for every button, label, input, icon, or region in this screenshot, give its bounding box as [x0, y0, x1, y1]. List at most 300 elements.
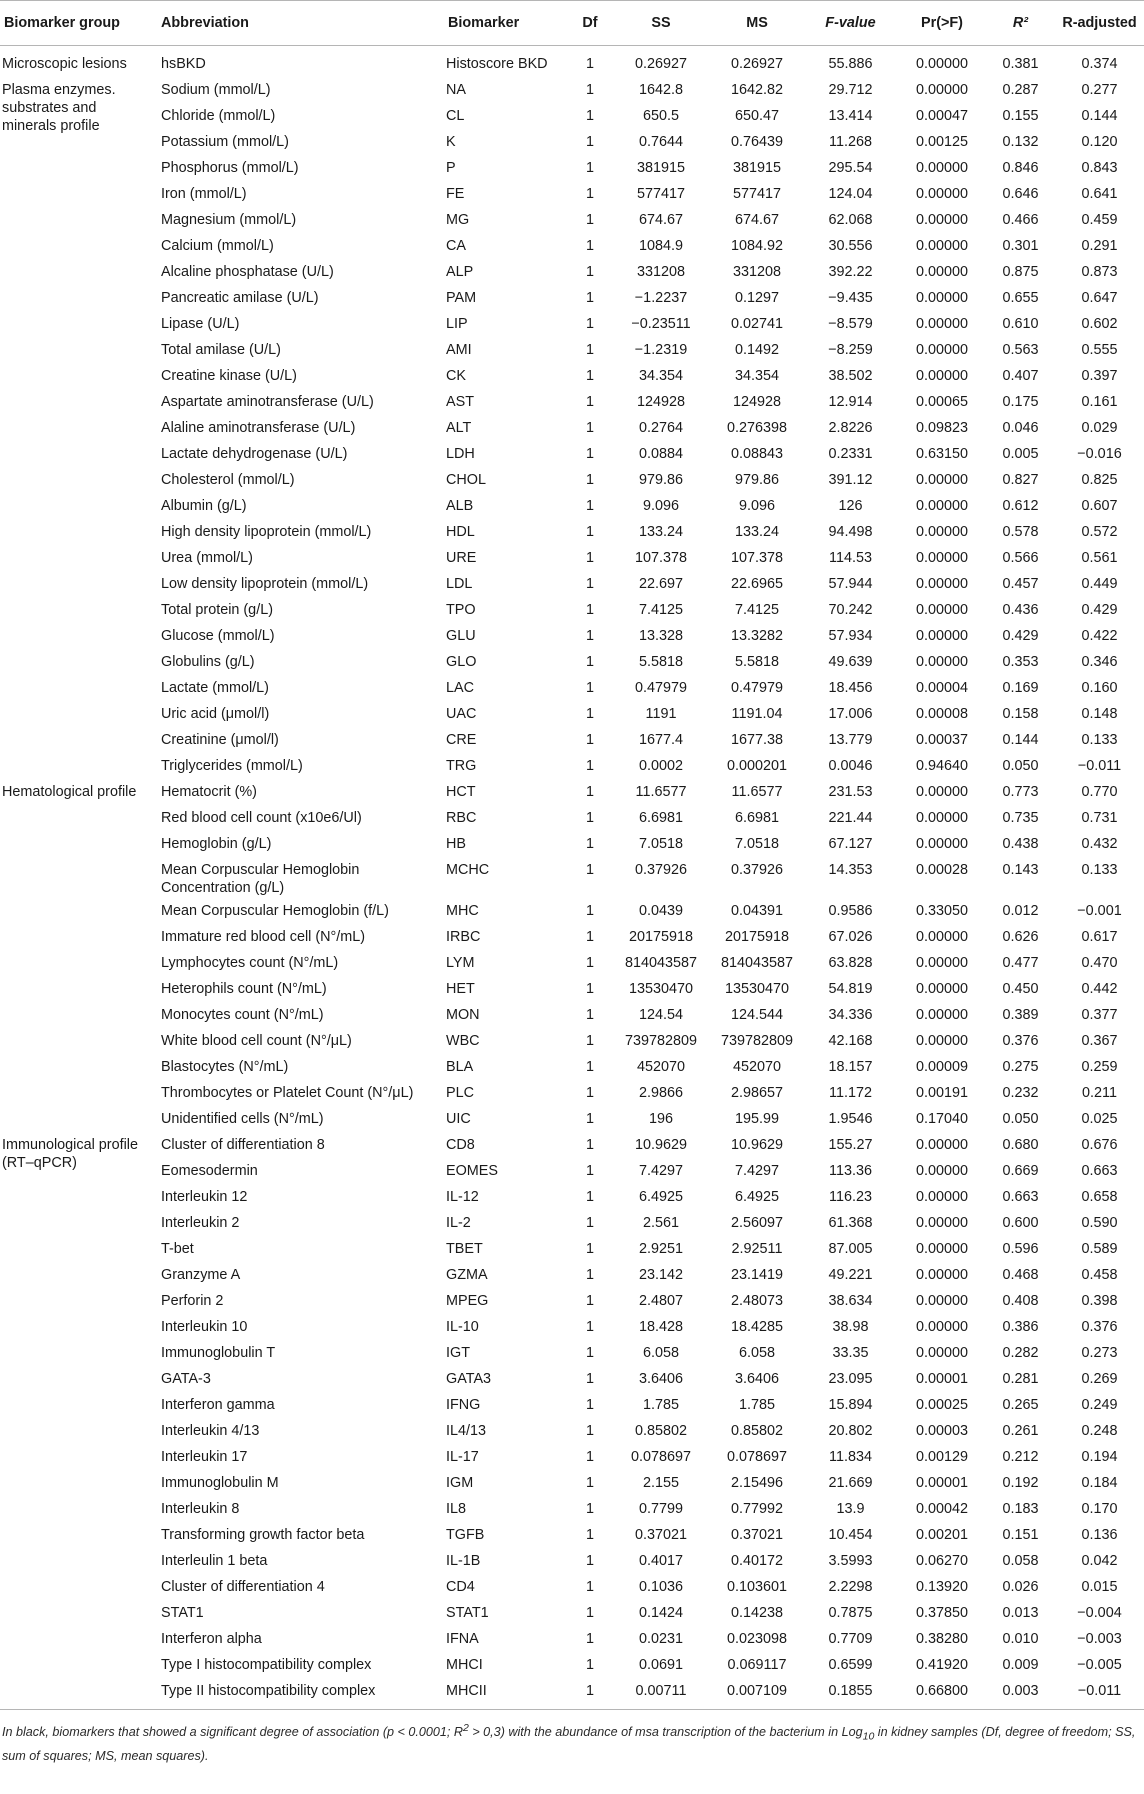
- cell-ss: 196: [648, 1111, 673, 1127]
- cell-bio: P: [446, 160, 456, 176]
- table-row: [0, 780, 1144, 806]
- table-row: [0, 1211, 1144, 1237]
- table-row: [0, 598, 1144, 624]
- cell-r2: 0.827: [1002, 472, 1039, 488]
- cell-f: −8.579: [828, 316, 873, 332]
- cell-r2: 0.610: [1002, 316, 1039, 332]
- cell-radj: 0.211: [1082, 1085, 1117, 1101]
- cell-r2: 0.875: [1002, 264, 1039, 280]
- cell-abbr: Phosphorus (mmol/L): [161, 160, 299, 176]
- cell-radj: 0.602: [1081, 316, 1118, 332]
- cell-pr: 0.00000: [915, 342, 969, 358]
- cell-radj: 0.572: [1081, 524, 1118, 540]
- cell-df: 1: [585, 498, 594, 514]
- cell-radj: −0.016: [1077, 446, 1122, 462]
- cell-bio: PLC: [446, 1085, 474, 1101]
- cell-df: 1: [585, 706, 594, 722]
- cell-ms: 10.9629: [730, 1137, 784, 1153]
- cell-ms: 0.76439: [730, 134, 784, 150]
- cell-df: 1: [585, 1553, 594, 1569]
- cell-bio: TPO: [446, 602, 476, 618]
- header-ms: MS: [711, 1, 803, 46]
- cell-pr: 0.13920: [915, 1579, 969, 1595]
- cell-bio: CRE: [446, 732, 477, 748]
- cell-df: 1: [585, 82, 594, 98]
- cell-ms: 13530470: [724, 981, 790, 997]
- cell-r2: 0.578: [1002, 524, 1039, 540]
- cell-bio: HB: [446, 836, 466, 852]
- cell-pr: 0.00000: [915, 472, 969, 488]
- cell-df: 1: [585, 1215, 594, 1231]
- cell-f: 49.221: [828, 1267, 873, 1283]
- cell-ms: 674.67: [734, 212, 779, 228]
- cell-pr: 0.00000: [915, 1215, 969, 1231]
- table-row: [0, 78, 1144, 104]
- cell-df: 1: [585, 576, 594, 592]
- cell-bio: AST: [446, 394, 474, 410]
- cell-abbr: Interleukin 17: [161, 1449, 248, 1465]
- cell-ms: 2.15496: [730, 1475, 784, 1491]
- cell-f: 0.6599: [828, 1657, 873, 1673]
- cell-df: 1: [585, 1163, 594, 1179]
- cell-pr: 0.00000: [915, 929, 969, 945]
- table-row: [0, 312, 1144, 338]
- cell-bio: IRBC: [446, 929, 481, 945]
- cell-f: 11.172: [829, 1085, 872, 1101]
- table-row: [0, 1549, 1144, 1575]
- cell-r2: 0.301: [1002, 238, 1039, 254]
- cell-r2: 0.438: [1002, 836, 1039, 852]
- table-row: [0, 234, 1144, 260]
- cell-ms: 2.48073: [730, 1293, 784, 1309]
- cell-radj: 0.470: [1081, 955, 1118, 971]
- table-row: [0, 572, 1144, 598]
- cell-abbr: Unidentified cells (N°/mL): [161, 1111, 324, 1127]
- cell-f: 295.54: [828, 160, 873, 176]
- cell-radj: 0.170: [1081, 1501, 1118, 1517]
- cell-r2: 0.468: [1002, 1267, 1039, 1283]
- cell-bio: BLA: [446, 1059, 474, 1075]
- cell-pr: 0.00065: [915, 394, 969, 410]
- cell-ss: 452070: [636, 1059, 686, 1075]
- table-header-row: [0, 1, 1144, 46]
- cell-pr: 0.09823: [915, 420, 969, 436]
- cell-r2: 0.003: [986, 1679, 1055, 1710]
- cell-abbr: Chloride (mmol/L): [161, 108, 276, 124]
- cell-r2: 0.477: [1002, 955, 1039, 971]
- cell-abbr: Low density lipoprotein (mmol/L): [161, 576, 369, 592]
- cell-abbr: Type II histocompatibility complex: [151, 1679, 444, 1710]
- cell-pr: 0.00000: [915, 628, 969, 644]
- cell-ms: 22.6965: [730, 576, 784, 592]
- cell-ss: 0.37021: [634, 1527, 688, 1543]
- cell-pr: 0.00000: [915, 1267, 969, 1283]
- cell-bio: ALP: [446, 264, 474, 280]
- cell-radj: 0.194: [1081, 1449, 1118, 1465]
- cell-bio: MHC: [446, 903, 479, 919]
- cell-df: 1: [585, 628, 594, 644]
- cell-bio: GLO: [446, 654, 477, 670]
- cell-radj: −0.003: [1077, 1631, 1122, 1647]
- cell-bio: CHOL: [446, 472, 486, 488]
- cell-abbr: Aspartate aminotransferase (U/L): [161, 394, 374, 410]
- table-row: [0, 1107, 1144, 1133]
- cell-bio: IL4/13: [446, 1423, 487, 1439]
- table-row: [0, 754, 1144, 780]
- cell-radj: 0.374: [1081, 56, 1118, 72]
- cell-df: 1: [585, 420, 594, 436]
- cell-ms: 0.37926: [730, 862, 784, 878]
- cell-radj: 0.663: [1081, 1163, 1118, 1179]
- cell-r2: 0.275: [1002, 1059, 1039, 1075]
- cell-ss: 9.096: [642, 498, 679, 514]
- cell-pr: 0.00000: [915, 1007, 969, 1023]
- cell-ms: 18.4285: [730, 1319, 784, 1335]
- cell-f: −9.435: [828, 290, 873, 306]
- cell-bio: HDL: [446, 524, 475, 540]
- cell-abbr: Uric acid (μmol/l): [161, 706, 270, 722]
- cell-abbr: Immunoglobulin T: [161, 1345, 276, 1361]
- cell-pr: 0.00000: [915, 212, 969, 228]
- cell-df: 1: [585, 732, 594, 748]
- cell-abbr: Cluster of differentiation 8: [161, 1137, 325, 1153]
- cell-abbr: Interleukin 8: [161, 1501, 240, 1517]
- cell-radj: 0.590: [1081, 1215, 1118, 1231]
- cell-f: 57.944: [828, 576, 873, 592]
- cell-ss: 10.9629: [634, 1137, 688, 1153]
- cell-f: 11.834: [829, 1449, 872, 1465]
- cell-ms: 0.000201: [726, 758, 788, 774]
- cell-pr: 0.00001: [915, 1475, 969, 1491]
- cell-radj: 0.291: [1081, 238, 1118, 254]
- cell-f: 94.498: [828, 524, 873, 540]
- cell-ss: 23.142: [638, 1267, 683, 1283]
- cell-r2: 0.466: [1002, 212, 1039, 228]
- cell-pr: 0.00000: [915, 1345, 969, 1361]
- cell-abbr: Magnesium (mmol/L): [161, 212, 297, 228]
- cell-r2: 0.846: [1002, 160, 1039, 176]
- cell-abbr: Type I histocompatibility complex: [161, 1657, 372, 1673]
- cell-ss: 6.4925: [638, 1189, 683, 1205]
- cell-df: 1: [585, 680, 594, 696]
- cell-pr: 0.00000: [915, 316, 969, 332]
- cell-df: 1: [585, 1267, 594, 1283]
- cell-ss: 34.354: [638, 368, 683, 384]
- table-row: [0, 1627, 1144, 1653]
- cell-pr: 0.00000: [915, 1241, 969, 1257]
- cell-f: 126: [838, 498, 863, 514]
- cell-ss: −1.2319: [634, 342, 688, 358]
- cell-pr: 0.00191: [915, 1085, 969, 1101]
- table-body: [0, 46, 1144, 1710]
- cell-abbr: Immature red blood cell (N°/mL): [161, 929, 366, 945]
- table-row: [0, 925, 1144, 951]
- cell-ms: 0.14238: [730, 1605, 784, 1621]
- table-row: [0, 728, 1144, 754]
- header-ss: SS: [611, 1, 711, 46]
- cell-pr: 0.41920: [915, 1657, 969, 1673]
- cell-bio: TRG: [446, 758, 477, 774]
- cell-r2: 0.281: [1002, 1371, 1039, 1387]
- cell-radj: 0.825: [1081, 472, 1118, 488]
- cell-radj: 0.277: [1081, 82, 1118, 98]
- cell-r2: 0.169: [1002, 680, 1039, 696]
- cell-bio: LDL: [446, 576, 473, 592]
- cell-pr: 0.00001: [915, 1371, 969, 1387]
- cell-ms: 23.1419: [730, 1267, 784, 1283]
- cell-df: 1: [585, 903, 594, 919]
- cell-radj: 0.148: [1081, 706, 1118, 722]
- cell-r2: 0.158: [1002, 706, 1039, 722]
- cell-r2: 0.175: [1002, 394, 1039, 410]
- cell-bio: MHCI: [446, 1657, 483, 1673]
- footnote-text-b: > 0,3) with the abundance of msa transcription of the bacterium in Log: [468, 1725, 863, 1740]
- cell-pr: 0.00000: [915, 1137, 969, 1153]
- cell-bio: STAT1: [446, 1605, 489, 1621]
- cell-bio: IL-12: [446, 1189, 479, 1205]
- cell-pr: 0.00000: [915, 955, 969, 971]
- cell-r2: 0.132: [1002, 134, 1039, 150]
- cell-r2: 0.735: [1002, 810, 1039, 826]
- cell-bio: LIP: [446, 316, 468, 332]
- cell-pr: 0.66800: [898, 1679, 986, 1710]
- cell-df: 1: [585, 550, 594, 566]
- cell-abbr: Lymphocytes count (N°/mL): [161, 955, 339, 971]
- cell-ss: 1084.9: [638, 238, 683, 254]
- cell-ss: 1642.8: [638, 82, 683, 98]
- cell-ms: 13.3282: [730, 628, 784, 644]
- cell-f: 124.04: [828, 186, 873, 202]
- cell-f: 231.53: [828, 784, 873, 800]
- cell-f: −8.259: [828, 342, 873, 358]
- cell-radj: 0.432: [1081, 836, 1118, 852]
- cell-radj: 0.120: [1081, 134, 1118, 150]
- table-row: [0, 650, 1144, 676]
- cell-ms: 0.103601: [726, 1579, 788, 1595]
- cell-ss: 0.7799: [638, 1501, 683, 1517]
- cell-df: 1: [585, 1371, 594, 1387]
- cell-bio: ALT: [446, 420, 472, 436]
- cell-r2: 0.012: [1002, 903, 1039, 919]
- cell-abbr: Thrombocytes or Platelet Count (N°/μL): [161, 1085, 414, 1101]
- cell-r2: 0.144: [1002, 732, 1039, 748]
- cell-ms: 814043587: [720, 955, 794, 971]
- cell-radj: 0.422: [1081, 628, 1118, 644]
- cell-abbr: Interferon gamma: [161, 1397, 275, 1413]
- cell-bio: WBC: [446, 1033, 480, 1049]
- cell-ss: 814043587: [624, 955, 698, 971]
- cell-ms: 0.078697: [726, 1449, 788, 1465]
- table-row: [0, 1523, 1144, 1549]
- cell-pr: 0.00009: [915, 1059, 969, 1075]
- cell-ss: 577417: [636, 186, 686, 202]
- cell-f: 0.1855: [803, 1679, 898, 1710]
- table-row: [0, 494, 1144, 520]
- cell-ms: 34.354: [734, 368, 779, 384]
- cell-df: 1: [585, 212, 594, 228]
- cell-df: 1: [585, 446, 594, 462]
- footnote-sup: 2: [462, 1722, 469, 1734]
- cell-df: 1: [585, 1605, 594, 1621]
- cell-abbr: Iron (mmol/L): [161, 186, 247, 202]
- cell-bio: CD4: [446, 1579, 475, 1595]
- cell-abbr: Lipase (U/L): [161, 316, 240, 332]
- cell-r2: 0.563: [1002, 342, 1039, 358]
- cell-abbr: Pancreatic amilase (U/L): [161, 290, 319, 306]
- table-row: [0, 104, 1144, 130]
- cell-r2: 0.600: [1002, 1215, 1039, 1231]
- cell-ms: 0.40172: [730, 1553, 784, 1569]
- cell-f: 2.8226: [828, 420, 873, 436]
- cell-pr: 0.00000: [915, 1189, 969, 1205]
- cell-df: 1: [585, 929, 594, 945]
- cell-ss: 650.5: [642, 108, 679, 124]
- cell-ss: 13530470: [628, 981, 694, 997]
- cell-radj: 0.269: [1081, 1371, 1118, 1387]
- cell-ss: 0.85802: [634, 1423, 688, 1439]
- cell-bio: IL-17: [446, 1449, 479, 1465]
- cell-abbr: Globulins (g/L): [161, 654, 255, 670]
- biomarker-group-label: Immunological profile (RT–qPCR): [0, 1133, 151, 1710]
- cell-ms: 739782809: [720, 1033, 794, 1049]
- cell-ss: 2.9251: [638, 1241, 683, 1257]
- cell-abbr: Total protein (g/L): [161, 602, 273, 618]
- table-row: [0, 1471, 1144, 1497]
- cell-radj: 0.561: [1081, 550, 1118, 566]
- biomarker-group-label: Microscopic lesions: [2, 56, 127, 72]
- cell-f: 38.502: [828, 368, 873, 384]
- cell-r2: 0.212: [1002, 1449, 1039, 1465]
- table-row: [0, 208, 1144, 234]
- cell-ms: 6.4925: [734, 1189, 779, 1205]
- table-row: [0, 442, 1144, 468]
- cell-df: 1: [585, 238, 594, 254]
- table-row: [0, 46, 1144, 79]
- table-row: [0, 286, 1144, 312]
- cell-abbr: Creatine kinase (U/L): [161, 368, 297, 384]
- cell-f: 10.454: [828, 1527, 873, 1543]
- cell-radj: 0.248: [1081, 1423, 1118, 1439]
- cell-ms: 0.007109: [711, 1679, 803, 1710]
- cell-r2: 0.655: [1002, 290, 1039, 306]
- cell-pr: 0.00000: [915, 784, 969, 800]
- cell-ms: 0.02741: [730, 316, 784, 332]
- cell-ms: 979.86: [734, 472, 779, 488]
- cell-ss: 7.4125: [638, 602, 683, 618]
- table-row: [0, 858, 1144, 899]
- cell-abbr: Total amilase (U/L): [161, 342, 281, 358]
- cell-ss: 2.9866: [638, 1085, 683, 1101]
- cell-r2: 0.155: [1002, 108, 1039, 124]
- cell-ms: 20175918: [724, 929, 790, 945]
- cell-df: 1: [585, 1189, 594, 1205]
- cell-ss: 979.86: [638, 472, 683, 488]
- cell-radj: −0.005: [1077, 1657, 1122, 1673]
- table-footnote: [0, 1710, 1144, 1766]
- cell-radj: 0.376: [1081, 1319, 1118, 1335]
- cell-pr: 0.00000: [915, 1293, 969, 1309]
- cell-f: 114.53: [829, 550, 872, 566]
- cell-bio: PAM: [446, 290, 477, 306]
- cell-radj: 0.133: [1081, 862, 1118, 878]
- cell-radj: 0.029: [1081, 420, 1118, 436]
- cell-r2: 0.265: [1002, 1397, 1039, 1413]
- cell-r2: 0.773: [1002, 784, 1039, 800]
- cell-pr: 0.17040: [915, 1111, 969, 1127]
- cell-radj: 0.367: [1081, 1033, 1118, 1049]
- cell-ss: 107.378: [634, 550, 688, 566]
- cell-df: 1: [585, 1085, 594, 1101]
- cell-ss: 2.561: [642, 1215, 679, 1231]
- cell-r2: 0.282: [1002, 1345, 1039, 1361]
- cell-pr: 0.00000: [915, 550, 969, 566]
- cell-ms: 124928: [732, 394, 782, 410]
- cell-df: 1: [585, 368, 594, 384]
- cell-abbr: Alcaline phosphatase (U/L): [161, 264, 334, 280]
- cell-bio: TGFB: [446, 1527, 485, 1543]
- cell-ms: 1.785: [738, 1397, 775, 1413]
- cell-abbr: Granzyme A: [161, 1267, 241, 1283]
- cell-bio: MHCII: [444, 1679, 569, 1710]
- cell-f: 34.336: [828, 1007, 873, 1023]
- cell-bio: IL-2: [446, 1215, 471, 1231]
- cell-df: 1: [585, 264, 594, 280]
- cell-f: 2.2298: [828, 1579, 873, 1595]
- cell-ss: 13.328: [638, 628, 683, 644]
- cell-radj: 0.555: [1081, 342, 1118, 358]
- cell-pr: 0.00025: [915, 1397, 969, 1413]
- cell-f: 17.006: [828, 706, 873, 722]
- cell-abbr: White blood cell count (N°/μL): [161, 1033, 352, 1049]
- cell-ms: 7.4125: [734, 602, 779, 618]
- cell-r2: 0.626: [1002, 929, 1039, 945]
- cell-radj: −0.001: [1077, 903, 1122, 919]
- cell-bio: LDH: [446, 446, 475, 462]
- cell-pr: 0.00000: [915, 82, 969, 98]
- cell-df: 1: [585, 955, 594, 971]
- cell-df: 1: [585, 1111, 594, 1127]
- cell-bio: GATA3: [446, 1371, 492, 1387]
- cell-r2: 0.381: [1002, 56, 1039, 72]
- cell-ss: 0.00711: [611, 1679, 711, 1710]
- cell-ms: 0.26927: [730, 56, 784, 72]
- table-row: [0, 1159, 1144, 1185]
- table-row: [0, 390, 1144, 416]
- cell-pr: 0.00000: [915, 1319, 969, 1335]
- cell-abbr: Creatinine (μmol/l): [161, 732, 279, 748]
- table-row: [0, 1289, 1144, 1315]
- cell-df: 1: [585, 1631, 594, 1647]
- cell-ms: 124.544: [730, 1007, 784, 1023]
- cell-f: 21.669: [828, 1475, 873, 1491]
- cell-ss: 7.0518: [638, 836, 683, 852]
- cell-ms: 2.98657: [730, 1085, 784, 1101]
- cell-bio: AMI: [446, 342, 472, 358]
- cell-radj: 0.184: [1081, 1475, 1118, 1491]
- cell-ss: 22.697: [638, 576, 683, 592]
- cell-radj: 0.641: [1081, 186, 1118, 202]
- cell-pr: 0.00000: [915, 264, 969, 280]
- cell-bio: FE: [446, 186, 465, 202]
- cell-r2: 0.457: [1002, 576, 1039, 592]
- cell-df: 1: [585, 1657, 594, 1673]
- cell-df: 1: [585, 160, 594, 176]
- table-row: [0, 1445, 1144, 1471]
- cell-f: 55.886: [828, 56, 873, 72]
- cell-radj: 0.843: [1081, 160, 1118, 176]
- cell-r2: 0.151: [1002, 1527, 1039, 1543]
- cell-abbr: Interleukin 10: [161, 1319, 248, 1335]
